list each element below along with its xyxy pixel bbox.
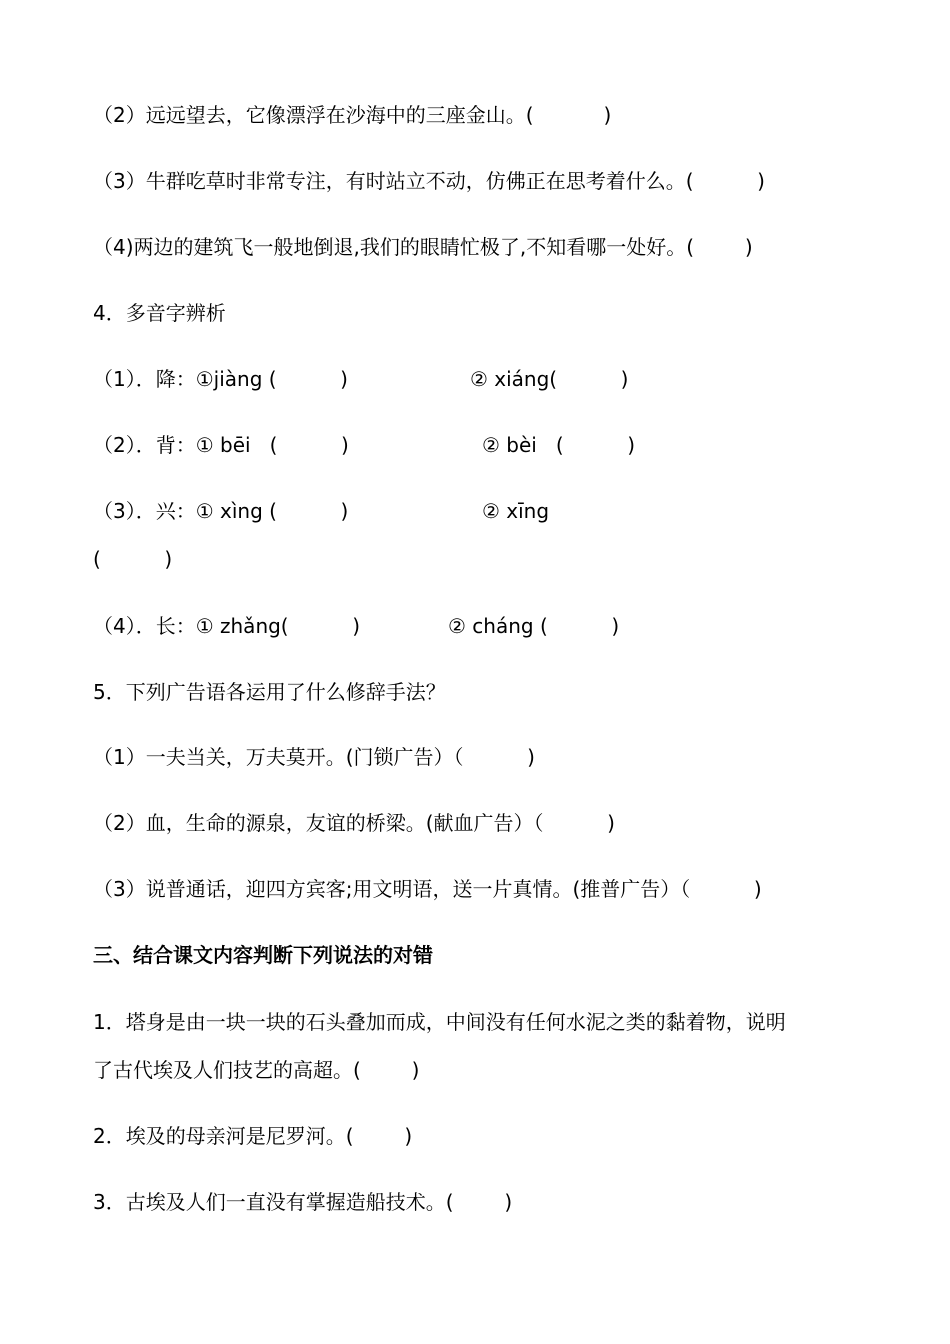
question-4-3-option-b-blank: ( )	[93, 547, 173, 571]
question-5-title: 5．下列广告语各运用了什么修辞手法？	[93, 680, 446, 704]
question-3-4: （4)两边的建筑飞一般地倒退,我们的眼睛忙极了,不知看哪一处好。( )	[93, 235, 753, 259]
question-3-3: （3）牛群吃草时非常专注，有时站立不动，仿佛正在思考着什么。( )	[93, 169, 765, 193]
question-4-1-option-b: ② xiáng( )	[470, 367, 629, 391]
question-4-title: 4．多音字辨析	[93, 301, 226, 325]
question-4-4-option-a: （4）．长：① zhǎng( )	[93, 614, 360, 638]
question-5-1: （1）一夫当关，万夫莫开。(门锁广告）（ )	[93, 745, 535, 769]
section-3-title: 三、结合课文内容判断下列说法的对错	[93, 943, 433, 967]
question-5-3: （3）说普通话，迎四方宾客;用文明语，送一片真情。(推普广告）（ )	[93, 877, 762, 901]
section-3-statement-1-line-2: 了古代埃及人们技艺的高超。( )	[93, 1058, 420, 1082]
section-3-statement-2: 2．埃及的母亲河是尼罗河。( )	[93, 1124, 413, 1148]
question-3-2: （2）远远望去，它像漂浮在沙海中的三座金山。( )	[93, 103, 612, 127]
question-4-3-option-b: ② xīng	[482, 499, 550, 523]
question-5-2: （2）血，生命的源泉，友谊的桥梁。(献血广告）（ )	[93, 811, 615, 835]
section-3-statement-1-line-1: 1．塔身是由一块一块的石头叠加而成，中间没有任何水泥之类的黏着物，说明	[93, 1010, 786, 1034]
question-4-1-option-a: （1）．降：①jiàng ( )	[93, 367, 348, 391]
question-4-2-option-a: （2）．背：① bēi ( )	[93, 433, 349, 457]
question-4-2-option-b: ② bèi ( )	[482, 433, 636, 457]
section-3-statement-3: 3．古埃及人们一直没有掌握造船技术。( )	[93, 1190, 513, 1214]
question-4-3-option-a: （3）．兴：① xìng ( )	[93, 499, 349, 523]
question-4-4-option-b: ② cháng ( )	[448, 614, 620, 638]
